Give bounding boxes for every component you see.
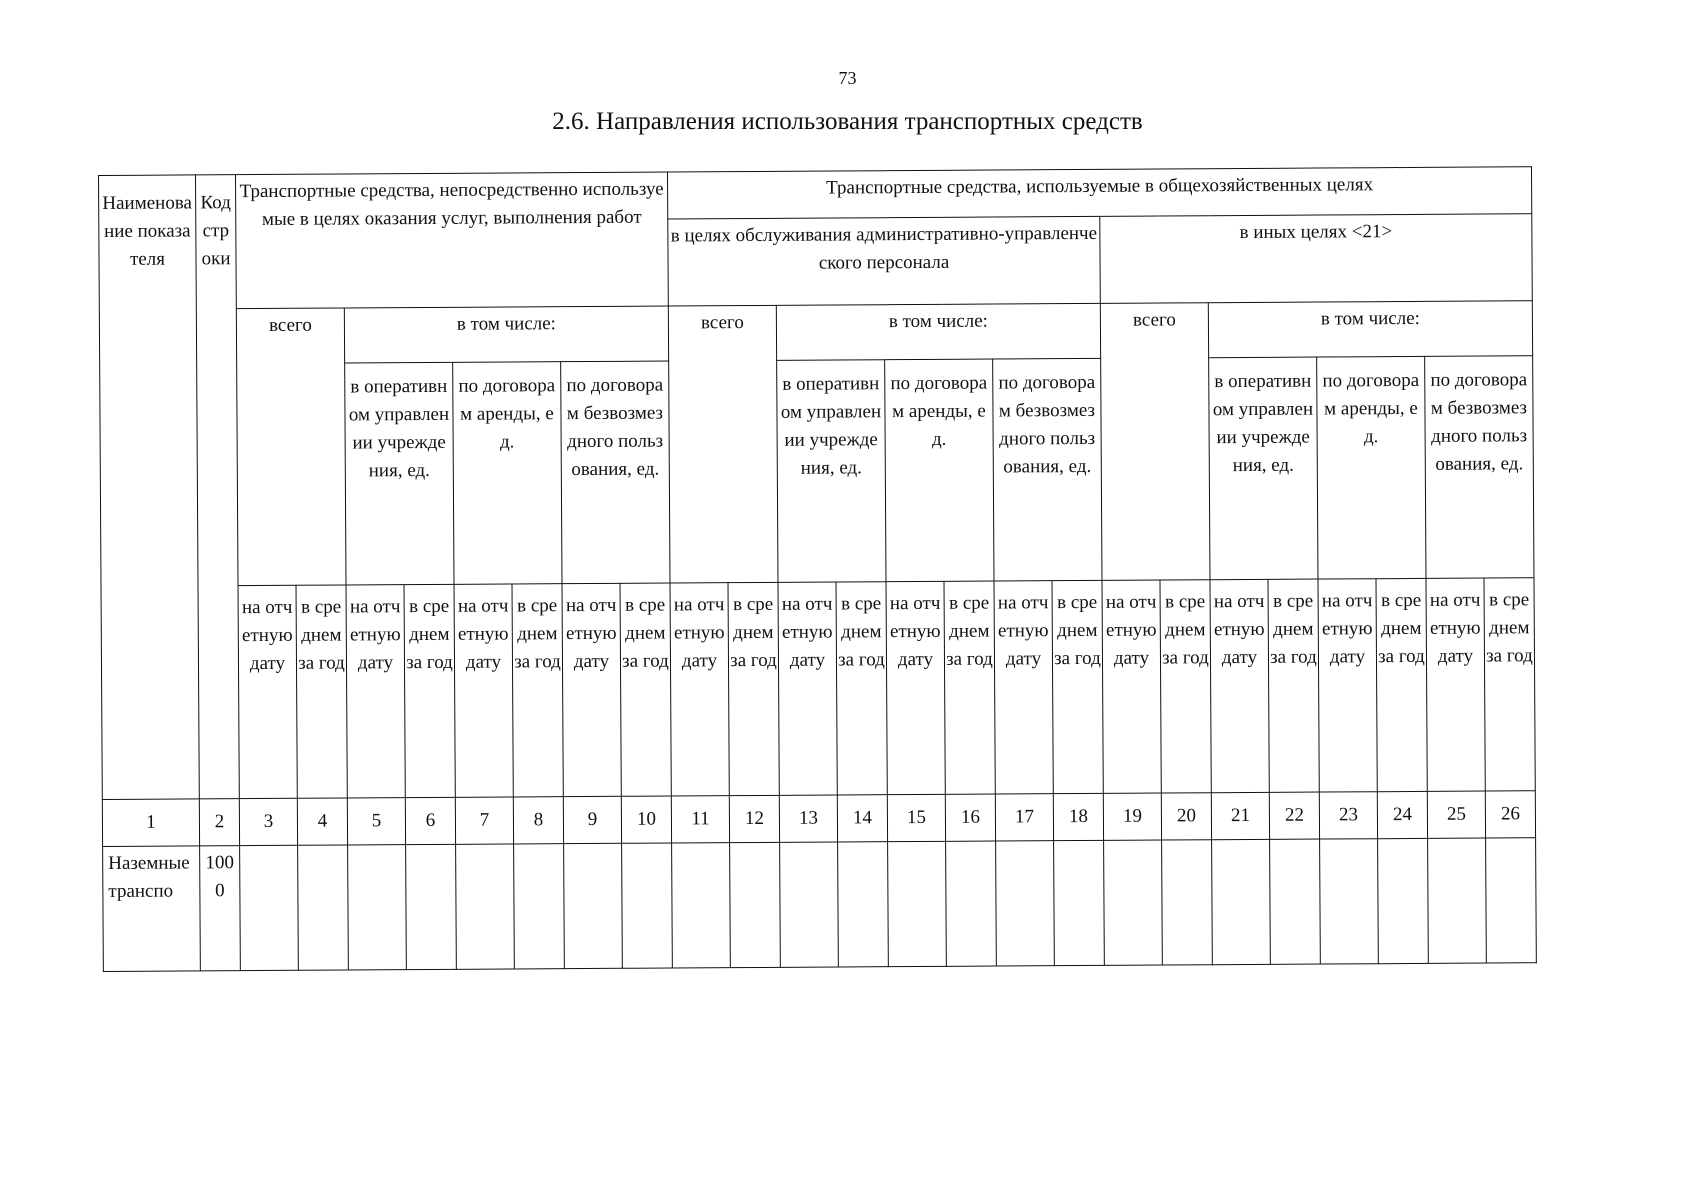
header-at-reporting-date: на отчетную дату [562,583,621,796]
column-number: 16 [945,794,995,841]
data-cell[interactable] [996,841,1055,966]
header-total: всего [1100,303,1210,581]
header-at-reporting-date: на отчетную дату [454,584,513,797]
page-number: 73 [838,68,857,88]
column-number: 15 [887,794,945,841]
column-number: 7 [455,797,513,844]
data-cell[interactable] [1320,839,1379,964]
column-number: 11 [671,796,729,843]
data-cell[interactable] [838,842,889,967]
section-title: 2.6. Направления использования транспортных средств [552,108,1143,135]
column-number: 21 [1211,792,1269,839]
column-number: 19 [1103,793,1161,840]
header-total: всего [668,305,778,583]
header-at-reporting-date: на отчетную дату [1102,580,1161,793]
header-direct-use: Транспортные средства, непосредственно используемые в целях оказания услуг, выполнения работ [236,172,669,309]
data-cell[interactable] [298,845,349,970]
data-cell[interactable] [1162,840,1213,965]
header-at-reporting-date: на отчетную дату [994,581,1053,794]
header-average-per-year: в среднем за год [1484,578,1535,791]
data-cell[interactable] [564,843,623,968]
column-number: 2 [199,799,239,846]
column-number: 8 [513,797,563,844]
column-number: 18 [1053,793,1103,840]
header-average-per-year: в среднем за год [404,584,455,797]
header-admin-staff: в целях обслуживания административно-управленческого персонала [668,216,1101,306]
data-cell[interactable] [348,845,407,970]
header-at-reporting-date: на отчетную дату [886,581,945,794]
data-cell[interactable] [456,844,515,969]
header-average-per-year: в среднем за год [512,584,563,797]
data-cell[interactable] [888,841,947,966]
header-lease: по договорам аренды, ед. [885,359,994,582]
column-number: 17 [995,794,1053,841]
column-number: 9 [563,796,621,843]
column-number: 12 [729,795,779,842]
row-code: 1000 [200,846,241,971]
column-number: 10 [621,796,671,843]
header-at-reporting-date: на отчетную дату [670,583,729,796]
data-cell[interactable] [406,844,457,969]
data-cell[interactable] [1486,838,1537,963]
column-number: 23 [1319,792,1377,839]
data-cell[interactable] [1212,839,1271,964]
data-cell[interactable] [1104,840,1163,965]
column-number: 24 [1377,791,1427,838]
header-lease: по договорам аренды, ед. [1317,356,1426,579]
header-lease: по договорам аренды, ед. [453,362,562,585]
header-indicator-name: Наименование показателя [99,175,200,800]
header-operational-management: в оперативном управлении учреждения, ед. [345,362,454,585]
header-average-per-year: в среднем за год [836,582,887,795]
header-general-purpose: Транспортные средства, используемые в общехозяйственных целях [667,167,1531,219]
header-at-reporting-date: на отчетную дату [778,582,837,795]
column-number: 6 [405,797,455,844]
header-average-per-year: в среднем за год [620,583,671,796]
header-average-per-year: в среднем за год [1376,578,1427,791]
data-cell[interactable] [1270,839,1321,964]
header-average-per-year: в среднем за год [1268,579,1319,792]
data-cell[interactable] [1378,838,1429,963]
row-name-ground-transport: Наземные транспо [103,846,201,972]
header-including: в том числе: [1208,301,1532,358]
header-row-code: Код строки [196,175,240,799]
header-free-use: по договорам безвозмездного пользования, ед. [561,361,670,584]
transport-usage-table [98,166,1537,972]
column-number: 13 [779,795,837,842]
data-cell[interactable] [622,843,673,968]
header-at-reporting-date: на отчетную дату [238,585,297,798]
header-free-use: по договорам безвозмездного пользования, ед. [993,358,1102,581]
column-number: 22 [1269,792,1319,839]
data-cell[interactable] [672,843,731,968]
column-number: 5 [347,798,405,845]
data-cell[interactable] [1054,840,1105,965]
header-average-per-year: в среднем за год [1052,580,1103,793]
header-including: в том числе: [776,303,1100,360]
header-other-purposes: в иных целях <21> [1100,214,1533,304]
column-number: 4 [297,798,347,845]
header-operational-management: в оперативном управлении учреждения, ед. [777,360,886,583]
header-including: в том числе: [344,306,668,363]
column-number: 3 [239,798,297,845]
data-cell[interactable] [514,844,565,969]
header-at-reporting-date: на отчетную дату [1426,578,1485,791]
header-average-per-year: в среднем за год [296,585,347,798]
header-free-use: по договорам безвозмездного пользования, ед. [1425,356,1534,579]
header-total: всего [236,308,346,586]
column-number: 14 [837,795,887,842]
data-cell[interactable] [780,842,839,967]
data-cell[interactable] [1428,838,1487,963]
header-at-reporting-date: на отчетную дату [1210,579,1269,792]
header-at-reporting-date: на отчетную дату [346,585,405,798]
column-number: 1 [102,799,199,847]
header-average-per-year: в среднем за год [944,581,995,794]
header-average-per-year: в среднем за год [728,582,779,795]
data-cell[interactable] [946,841,997,966]
column-number: 25 [1427,791,1485,838]
header-average-per-year: в среднем за год [1160,580,1211,793]
column-number: 20 [1161,793,1211,840]
header-at-reporting-date: на отчетную дату [1318,579,1377,792]
data-cell[interactable] [730,842,781,967]
header-operational-management: в оперативном управлении учреждения, ед. [1209,357,1318,580]
column-number: 26 [1485,791,1535,838]
data-cell[interactable] [240,845,299,970]
